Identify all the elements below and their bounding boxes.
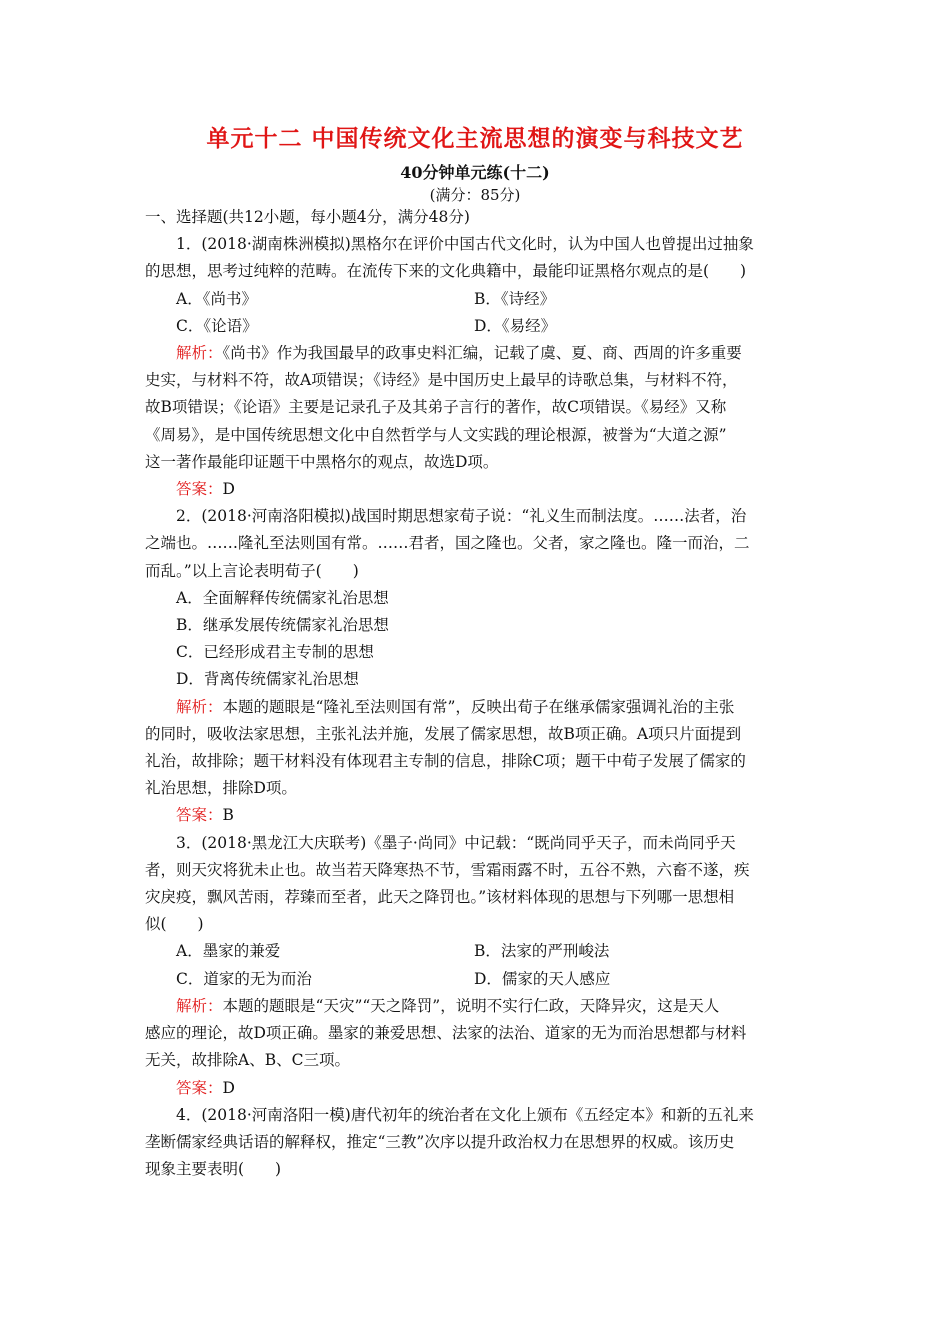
q4-stem-line: 4．(2018·河南洛阳一模)唐代初年的统治者在文化上颁布《五经定本》和新的五礼来 (176, 1105, 754, 1124)
full-score: (满分：85分) (429, 186, 521, 204)
q1-option-a: A．《尚书》 (176, 289, 257, 308)
q3-option-c: C．道家的无为而治 (176, 969, 312, 988)
analysis-label: 解析： (176, 344, 223, 363)
q2-option-a: A．全面解释传统儒家礼治思想 (176, 588, 389, 607)
q2-stem-line: 而乱。”以上言论表明荀子( ) (145, 561, 359, 580)
page-title: 单元十二 中国传统文化主流思想的演变与科技文艺 (206, 125, 744, 152)
q4-stem-line: 现象主要表明( ) (145, 1160, 282, 1179)
q2-analysis-line: 解析：本题的题眼是“隆礼至法则国有常”，反映出荀子在继承儒家强调礼治的主张 (176, 697, 735, 716)
q1-option-d: D．《易经》 (474, 316, 557, 335)
q1-option-c: C．《论语》 (176, 316, 258, 335)
q3-analysis-line: 解析：本题的题眼是“天灾”“天之降罚”，说明不实行仁政，天降异灾，这是天人 (176, 996, 720, 1015)
q3-stem-line: 似( ) (145, 915, 204, 934)
answer-label: 答案： (176, 1078, 223, 1097)
q2-option-c: C．已经形成君主专制的思想 (176, 643, 374, 662)
q2-stem-line: 2．(2018·河南洛阳模拟)战国时期思想家荀子说：“礼义生而制法度。……法者，治 (176, 507, 747, 526)
q3-option-a: A．墨家的兼爱 (176, 942, 281, 961)
q3-stem-line: 灾戾疫，飘风苦雨，荐臻而至者，此天之降罚也。”该材料体现的思想与下列哪一思想相 (145, 888, 735, 907)
section-heading: 一、选择题(共12小题，每小题4分，满分48分) (145, 208, 470, 226)
q1-analysis-line: 《周易》，是中国传统思想文化中自然哲学与人文实践的理论根源，被誉为“大道之源” (145, 425, 727, 444)
q1-analysis-line: 故B项错误；《论语》主要是记录孔子及其弟子言行的著作，故C项错误。《易经》又称 (145, 398, 727, 417)
q1-answer: 答案：D (176, 480, 235, 499)
q1-analysis-line: 解析：《尚书》作为我国最早的政事史料汇编，记载了虞、夏、商、西周的许多重要 (176, 344, 742, 363)
answer-label: 答案： (176, 806, 223, 825)
q2-option-d: D．背离传统儒家礼治思想 (176, 670, 359, 689)
q3-analysis-line: 感应的理论，故D项正确。墨家的兼爱思想、法家的法治、道家的无为而治思想都与材料 (145, 1024, 747, 1043)
question-content (145, 204, 810, 1183)
q2-option-b: B．继承发展传统儒家礼治思想 (176, 616, 389, 635)
q1-options-row (145, 286, 810, 313)
analysis-label: 解析： (176, 996, 223, 1015)
q3-options-row (145, 938, 810, 965)
q3-stem-line: 3．(2018·黑龙江大庆联考)《墨子·尚同》中记载：“既尚同乎天子，而未尚同乎天 (176, 833, 736, 852)
q3-option-b: B．法家的严刑峻法 (474, 942, 610, 961)
q4-stem-line: 垄断儒家经典话语的解释权，推定“三教”次序以提升政治权力在思想界的权威。该历史 (145, 1132, 735, 1151)
q3-stem-line: 者，则天灾将犹未止也。故当若天降寒热不节，雪霜雨露不时，五谷不熟，六畜不遂，疾 (145, 860, 750, 879)
q3-analysis-line: 无关，故排除A、B、C三项。 (145, 1051, 350, 1070)
q1-analysis-line: 这一著作最能印证题干中黑格尔的观点，故选D项。 (145, 452, 499, 471)
q1-stem-line: 1．(2018·湖南株洲模拟)黑格尔在评价中国古代文化时，认为中国人也曾提出过抽象 (176, 235, 754, 254)
q1-option-b: B．《诗经》 (474, 289, 556, 308)
q2-analysis-line: 礼治思想，排除D项。 (145, 779, 297, 798)
q3-options-row (145, 966, 810, 993)
answer-label: 答案： (176, 480, 223, 499)
q2-answer: 答案：B (176, 806, 234, 825)
q2-analysis-line: 的同时，吸收法家思想，主张礼法并施，发展了儒家思想，故B项正确。A项只片面提到 (145, 724, 742, 743)
page-subtitle: 40分钟单元练(十二) (400, 163, 550, 182)
q3-option-d: D．儒家的天人感应 (474, 969, 611, 988)
q1-stem-line: 的思想，思考过纯粹的范畴。在流传下来的文化典籍中，最能印证黑格尔观点的是( ) (145, 262, 747, 281)
q2-stem-line: 之端也。……隆礼至法则国有常。……君者，国之隆也。父者，家之隆也。隆一而治，二 (145, 534, 750, 553)
q3-answer: 答案：D (176, 1078, 235, 1097)
q1-options-row (145, 313, 810, 340)
q1-analysis-line: 史实，与材料不符，故A项错误；《诗经》是中国历史上最早的诗歌总集，与材料不符， (145, 371, 738, 390)
analysis-label: 解析： (176, 697, 223, 716)
q2-analysis-line: 礼治，故排除；题干材料没有体现君主专制的信息，排除C项；题干中荀子发展了儒家的 (145, 752, 746, 771)
